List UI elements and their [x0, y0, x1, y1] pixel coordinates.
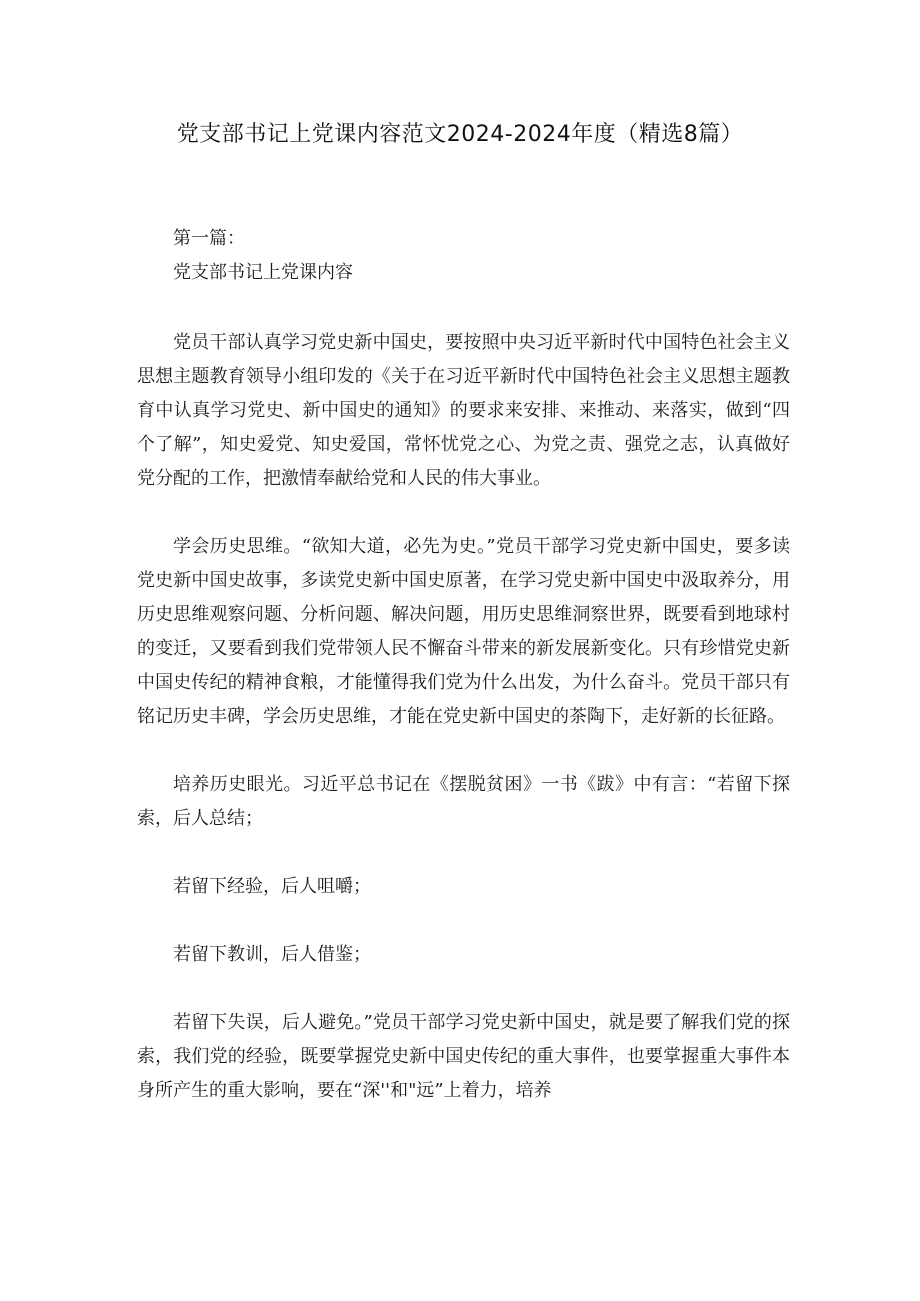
document-title: 党支部书记上党课内容范文2024-2024年度（精选8篇） [176, 122, 744, 147]
paragraph: 若留下失误，后人避免。”党员干部学习党史新中国史，就是要了解我们党的探索，我们党的经验，既要掌握党史新中国史传纪的重大事件，也要掌握重大事件本身所产生的重大影响，要在“深''和"远”上着力，培养 [137, 1012, 790, 1101]
paragraph: 学会历史思维。“欲知大道，必先为史。”党员干部学习党史新中国史，要多读党史新中国史故事，多读党史新中国史原著，在学习党史新中国史中汲取养分，用历史思维观察问题、分析问题、解决问题，用历史思维洞察世界，既要看到地球村的变迁，又要看到我们党带领人民不懈奋斗带来的新发展新变化。只有珍惜党史新中国史传纪的精神食粮，才能懂得我们党为什么出发，为什么奋斗。党员干部只有铭记历史丰碑，学会历史思维，才能在党史新中国史的茶陶下，走好新的长征路。 [137, 536, 790, 727]
document-body [137, 222, 790, 1108]
paragraph: 党员干部认真学习党史新中国史，要按照中央习近平新时代中国特色社会主义思想主题教育领导小组印发的《关于在习近平新时代中国特色社会主义思想主题教育中认真学习党史、新中国史的通知》的要求来安排、来推动、来落实，做到“四个了解”，知史爱党、知史爱国，常怀忧党之心、为党之责、强党之志，认真做好党分配的工作，把激情奉献给党和人民的伟大事业。 [137, 332, 790, 489]
section-label: 第一篇： [173, 228, 245, 249]
paragraph: 若留下教训，后人借鉴； [173, 944, 371, 965]
paragraph: 培养历史眼光。习近平总书记在《摆脱贫困》一书《跋》中有言：“若留下探索，后人总结； [137, 774, 790, 829]
section-heading [137, 222, 790, 290]
paragraph: 若留下经验，后人咀嚼； [173, 876, 371, 897]
section-title: 党支部书记上党课内容 [173, 262, 353, 283]
